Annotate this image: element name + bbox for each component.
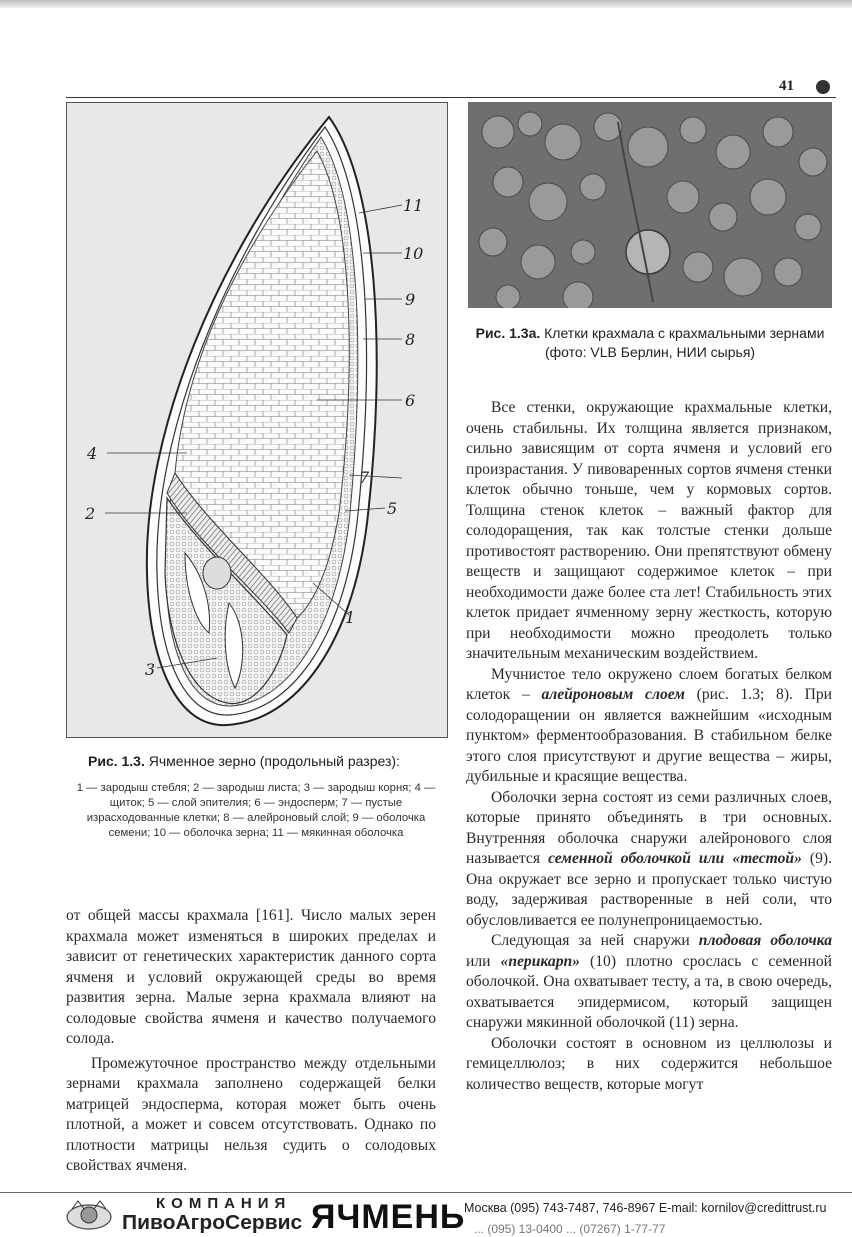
- scan-top-edge: [0, 0, 852, 8]
- label-11: 11: [403, 196, 424, 215]
- label-9: 9: [405, 290, 416, 309]
- footer-company: КОМПАНИЯ: [156, 1195, 292, 1212]
- paragraph: Мучнистое тело окружено слоем богатых белком клеток – алейроновым слоем (рис. 1.3; 8). При солодоращении он является важнейшим «исходным пунктом» ферментообразования. В стабильном белке этого слоя присутствуют и другие вещества – жиры, дубильные и красящие вещества.: [466, 665, 833, 785]
- footer-brand: ПивоАгроСервис: [122, 1212, 303, 1234]
- left-column-text: [66, 906, 436, 1177]
- paragraph: Все стенки, окружающие крахмальные клетки, очень стабильны. Их толщина является признаком, сильно зависящим от сорта ячменя и условий его произрастания. У пивоваренных сортов ячменя стенки клеток обычно тоньше, чем у кормовых сортов. Толщина стенок клеток – важный фактор для солодоращения, так как толстые стенки дольше противостоят растворению. Они препятствуют обмену веществ и защищают содержимое клеток – при необходимости даже более ста лет! Стабильность этих клеток придает ячменному зерну жесткость, которую при необходимости можно преодолеть только значительным механическим воздействием.: [466, 399, 832, 662]
- footer-contact-faded: ... (095) 13-0400 ... (07267) 1-77-77: [474, 1222, 666, 1236]
- footer-rule: [0, 1192, 852, 1193]
- label-4: 4: [87, 444, 98, 463]
- company-logo-icon: [64, 1197, 114, 1231]
- paragraph: Следующая за ней снаружи плодовая оболочка или «перикарп» (10) плотно срослась с семенной оболочкой. Она охватывает тесту, а та, в свою очередь, охватывается эпидермисом, который защищен снаружи мякинной оболочкой (11) зерна.: [466, 932, 832, 1031]
- page-number: 41: [779, 78, 794, 94]
- grain-drawing: [67, 103, 447, 737]
- right-column-text: [466, 398, 832, 1095]
- figure-caption-grain: Рис. 1.3. Ячменное зерно (продольный разрез):: [88, 753, 400, 769]
- footer-book-title: ЯЧМЕНЬ: [311, 1198, 466, 1236]
- term-testa: семенной оболочкой или «тестой»: [548, 850, 802, 867]
- label-10: 10: [403, 244, 424, 263]
- label-8: 8: [405, 330, 416, 349]
- label-5: 5: [387, 499, 398, 518]
- paragraph: Оболочки состоят в основном из целлюлозы и гемицеллюлоз; в них содержится небольшое количество веществ, которые могут: [466, 1034, 832, 1093]
- term-pericarp: «перикарп»: [500, 952, 580, 970]
- figure-starch-photo: [468, 102, 832, 308]
- figure-caption-starch: Рис. 1.3а. Клетки крахмала с крахмальными зернами (фото: VLB Берлин, НИИ сырья): [475, 325, 825, 360]
- label-2: 2: [85, 504, 96, 523]
- page-marker-icon: [816, 80, 830, 94]
- header-rule: [66, 97, 836, 98]
- label-7: 7: [359, 468, 370, 487]
- figure-legend-grain: 1 — зародыш стебля; 2 — зародыш листа; 3 — зародыш корня; 4 — щиток; 5 — слой эпителия; 6 — эндосперм; 7 — пустые израсходованные клетки; 8 — алейроновый слой; 9 — оболочка семени; 10 — оболочка зерна; 11 — мякинная оболочка: [76, 782, 436, 839]
- label-3: 3: [145, 660, 156, 679]
- label-6: 6: [405, 391, 416, 410]
- paragraph: Оболочки зерна состоят из семи различных слоев, которые принято объединять в три основных. Внутренняя оболочка снаружи алейронового слоя называется семенной оболочкой или «тестой» (9). Она окружает все зерно и пропускает только чистую воду, задерживая растворенные в ней соли, что обусловливается ее полунепроницаемостью.: [466, 788, 833, 929]
- label-1: 1: [345, 608, 356, 627]
- starch-micrograph: [468, 102, 832, 308]
- term-fruit-coat: плодовая оболочка: [698, 932, 832, 949]
- paragraph: от общей массы крахмала [161]. Число малых зерен крахмала может изменяться в широких пределах и зависит от генетических характеристик данного сорта ячменя и условий окружающей среды во время развития зерна. Малые зерна крахмала влияют на солодовые свойства ячменя и качество получаемого солода.: [66, 907, 436, 1047]
- footer-contact: Москва (095) 743-7487, 746-8967 E-mail: kornilov@credittrust.ru: [464, 1201, 827, 1215]
- paragraph: Промежуточное пространство между отдельными зернами крахмала заполнено содержащей белки матрицей эндосперма, которая может быть очень плотной, а может и совсем отсутствовать. Однако по плотности матрицы нельзя судить о солодовых свойствах ячменя.: [66, 1054, 436, 1174]
- figure-grain-section: [66, 102, 448, 738]
- term-aleurone: алейроновым слоем: [541, 686, 685, 703]
